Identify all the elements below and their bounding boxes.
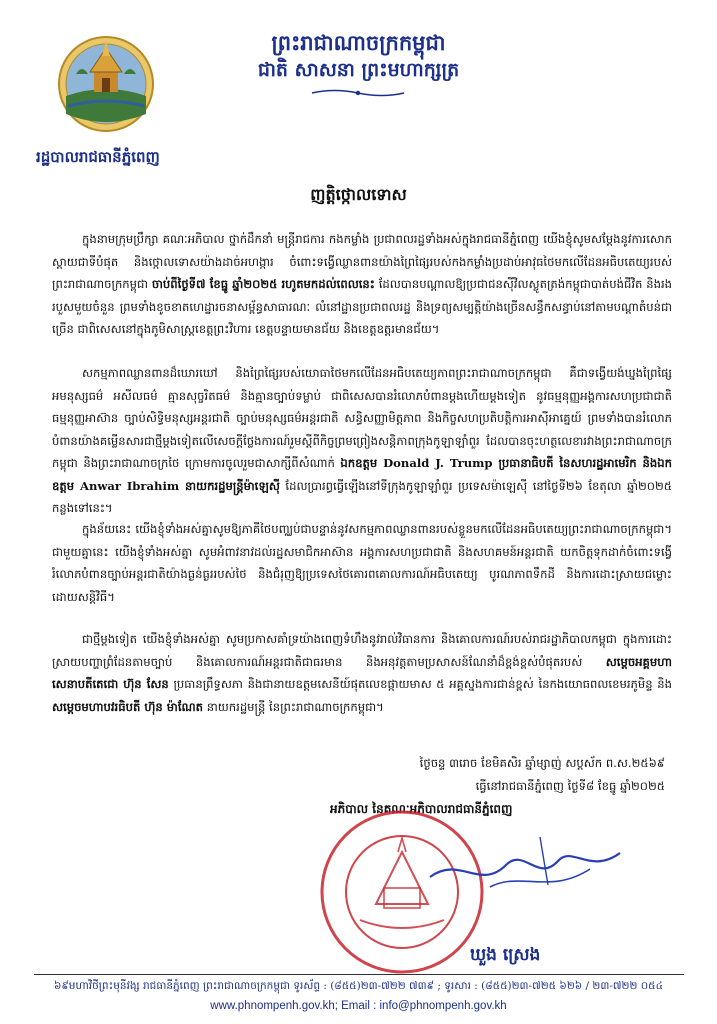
issuing-authority: រដ្ឋបាលរាជធានីភ្នំពេញ [36,148,160,166]
paragraph-text: ក្នុងន័យនេះ យើងខ្ញុំទាំងអស់គ្នាសូមឱ្យភាគីថៃបញ្ឈប់ជាបន្ទាន់នូវសកម្មភាពឈ្លានពានរបស់ខ្លួនមកលើដែនអធិបតេយ្យព្រះរាជាណាចក្រកម្ពុជា។ ជាមួយគ្នានេះ យើងខ្ញុំទាំងអស់គ្នា សូមអំពាវនាវដល់រដ្ឋសមាជិកអាស៊ាន អង្គការសហប្រជាជាតិ និងសហគមន៍អន្តរជាតិ យកចិត្តទុកដាក់ចំពោះទង្វើរំលោភបំពានច្បាប់អន្តរជាតិយ៉ាងធ្ងន់ធ្ងររបស់ថៃ និងជំរុញឱ្យប្រទេសថៃគោរពគោលការណ៍អធិបតេយ្យ បូរណភាពទឹកដី និងការដោះស្រាយជម្លោះដោយសន្តិវិធី។ [52,522,672,604]
footer-divider [34,974,684,975]
paragraph-emphasis: សម្តេចមហាបវរធិបតី ហ៊ុន ម៉ាណែត [52,699,204,714]
place-and-date: ធ្វើនៅរាជធានីភ្នំពេញ ថ្ងៃទី៨ ខែធ្នូ ឆ្នាំ២០២៥ [475,779,665,793]
footer-address: ៦៩មហាវិថីព្រះមុនីវង្ស រាជធានីភ្នំពេញ ព្រះរាជាណាចក្រកម្ពុជា ទូរស័ព្ទ : (៨៥៥)២៣-៧២២ ៧៣៩ ; ទូរសារ : (៨៥៥)២៣-៧២៥ ៦២៦ / ២៣-៧២២ ០៥៤ [53,980,664,992]
paragraph-2 [52,362,672,520]
national-motto: ជាតិ សាសនា ព្រះមហាក្សត្រ [257,59,460,81]
website-link[interactable]: www.phnompenh.gov.kh [210,1000,335,1012]
phnom-penh-emblem-icon [56,34,156,134]
paragraph-3 [52,518,672,608]
paragraph-emphasis: ចាប់ពីថ្ងៃទី៧ ខែធ្នូ ឆ្នាំ២០២៥ រហូតមកដល់ពេលនេះ [151,277,375,291]
paragraph-emphasis: សម្តេចអគ្គមហាសេនាបតីតេជោ ហ៊ុន សែន [52,654,672,691]
paragraph-text: ក្នុងនាមក្រុមប្រឹក្សា គណៈអភិបាល ថ្នាក់ដឹកនាំ មន្ត្រីរាជការ កងកម្លាំង ប្រជាពលរដ្ឋទាំងអស់ក្នុងរាជធានីភ្នំពេញ យើងខ្ញុំសូមសម្តែងនូវការសោកស្តាយជាទីបំផុត និងថ្កោលទោសយ៉ាងដាច់អហង្ការ ចំពោះទង្វើឈ្លានពានយ៉ាងព្រៃផ្សៃរបស់កងកម្លាំងប្រដាប់អាវុធថៃមកលើដែនអធិបតេយ្យរបស់ព្រះរាជាណាចក្រកម្ពុជា [52,232,672,291]
signature-mark [420,825,630,900]
paragraph-text: នាយករដ្ឋមន្ត្រី នៃព្រះរាជាណាចក្រកម្ពុជា។ [203,699,384,714]
lunar-date: ថ្ងៃចន្ទ ៣រោច ខែមិគសិរ ឆ្នាំម្សាញ់ សប្តស័ក ព.ស.២៥៦៩ [419,756,665,770]
paragraph-text: ប្រធានព្រឹទ្ធសភា និងជានាយឧត្តមសេនីយ៍ផុតលេខផ្កាយមាស ៥ អគ្គស្នងការជាន់ខ្ពស់ នៃកងយោធពលខេមរភូមិន្ទ និង [168,677,672,691]
document-title: ញត្តិថ្កោលទោស [310,185,407,204]
paragraph-text: ជាថ្មីម្តងទៀត យើងខ្ញុំទាំងអស់គ្នា សូមប្រកាសគាំទ្រយ៉ាងពេញទំហឹងនូវរាល់វិធានការ និងគោលការណ៍របស់រាជរដ្ឋាភិបាលកម្ពុជា ក្នុងការដោះស្រាយបញ្ហាព្រំដែនតាមច្បាប់ និងគោលការណ៍អន្តរជាតិជាធរមាន និងអនុវត្តតាមប្រសាសន៍ណែនាំដ៏ខ្ពង់ខ្ពស់បំផុតរបស់ [52,632,672,669]
paragraph-1 [52,228,672,341]
paragraph-text: ដែលបានបណ្តាលឱ្យប្រជាជនស៊ីវិលស្លូតត្រង់កម្ពុជាបាត់បង់ជីវិត និងរងរបួសមួយចំនួន ព្រមទាំងខូចខាតហេដ្ឋារចនាសម្ព័ន្ធសាធារណៈ លំនៅដ្ឋានប្រជាពលរដ្ឋ និងទ្រព្យសម្បត្តិយ៉ាងច្រើនសន្ធឹកសន្ធាប់នៅតាមបណ្តាតំបន់ជាច្រើន ជាពិសេសនៅក្នុងភូមិសាស្ត្រខេត្តព្រះវិហារ ខេត្តបន្ទាយមានជ័យ និងខេត្តឧត្តរមានជ័យ។ [52,277,672,336]
ornament-divider [310,88,406,98]
kingdom-title: ព្រះរាជាណាចក្រកម្ពុជា [271,30,446,55]
footer-contact: www.phnompenh.gov.kh; Email : info@phnompenh.gov.kh [210,1000,507,1012]
email-link[interactable]: info@phnompenh.gov.kh [379,1000,507,1012]
email-label: Email : [341,1000,377,1012]
paragraph-emphasis: ឯកឧត្តម Donald J. Trump ប្រធានាធិបតី នៃសហរដ្ឋអាមេរិក និងឯកឧត្តម Anwar Ibrahim នាយករដ្ឋមន្ត្រីម៉ាឡេស៊ី [52,456,672,493]
paragraph-4 [52,628,672,718]
paragraph-text: ដែលប្រារព្ធធ្វើឡើងនៅទីក្រុងកូឡាឡាំពួរ ប្រទេសម៉ាឡេស៊ី នៅថ្ងៃទី២៦ ខែតុលា ឆ្នាំ២០២៥ កន្លងទៅនេះ។ [52,478,673,515]
signer-title: អភិបាល នៃគណៈអភិបាលរាជធានីភ្នំពេញ [330,802,513,816]
paragraph-text: សកម្មភាពឈ្លានពានដ៏ឃោរឃៅ និងព្រៃផ្សៃរបស់យោធាថៃមកលើដែនអធិបតេយ្យភាពព្រះរាជាណាចក្រកម្ពុជា គឺជាទង្វើយង់ឃ្នងព្រៃផ្សៃ អមនុស្សធម៌ អសីលធម៌ គ្មានសុច្ចរិតធម៌ និងគ្មានច្បាប់ទម្លាប់ ជាពិសេសបានរំលោភបំពានម្តងហើយម្តងទៀត នូវធម្មនុញ្ញអង្គការសហប្រជាជាតិ ធម្មនុញ្ញអាស៊ាន ច្បាប់សិទ្ធិមនុស្សអន្តរជាតិ ច្បាប់មនុស្សធម៌អន្តរជាតិ សន្ធិសញ្ញាមិត្តភាព និងកិច្ចសហប្រតិបត្តិការអាស៊ីអាគ្នេយ៍ ព្រមទាំងបានរំលោភបំពានយ៉ាងគម្លើនសារជាថ្មីម្តងទៀតលើសេចក្តីថ្លែងការណ៍រួមស្តីពីកិច្ចព្រមព្រៀងសន្តិភាពក្រុងកូឡាឡាំពួរ ដែលបានចុះហត្ថលេខារវាងព្រះរាជាណាចក្រកម្ពុជា និងព្រះរាជាណាចក្រថៃ ក្រោមការចូលរួមជាសាក្សីពីសំណាក់ [52,366,672,470]
signer-name: ឃួង ស្រេង [470,945,541,965]
